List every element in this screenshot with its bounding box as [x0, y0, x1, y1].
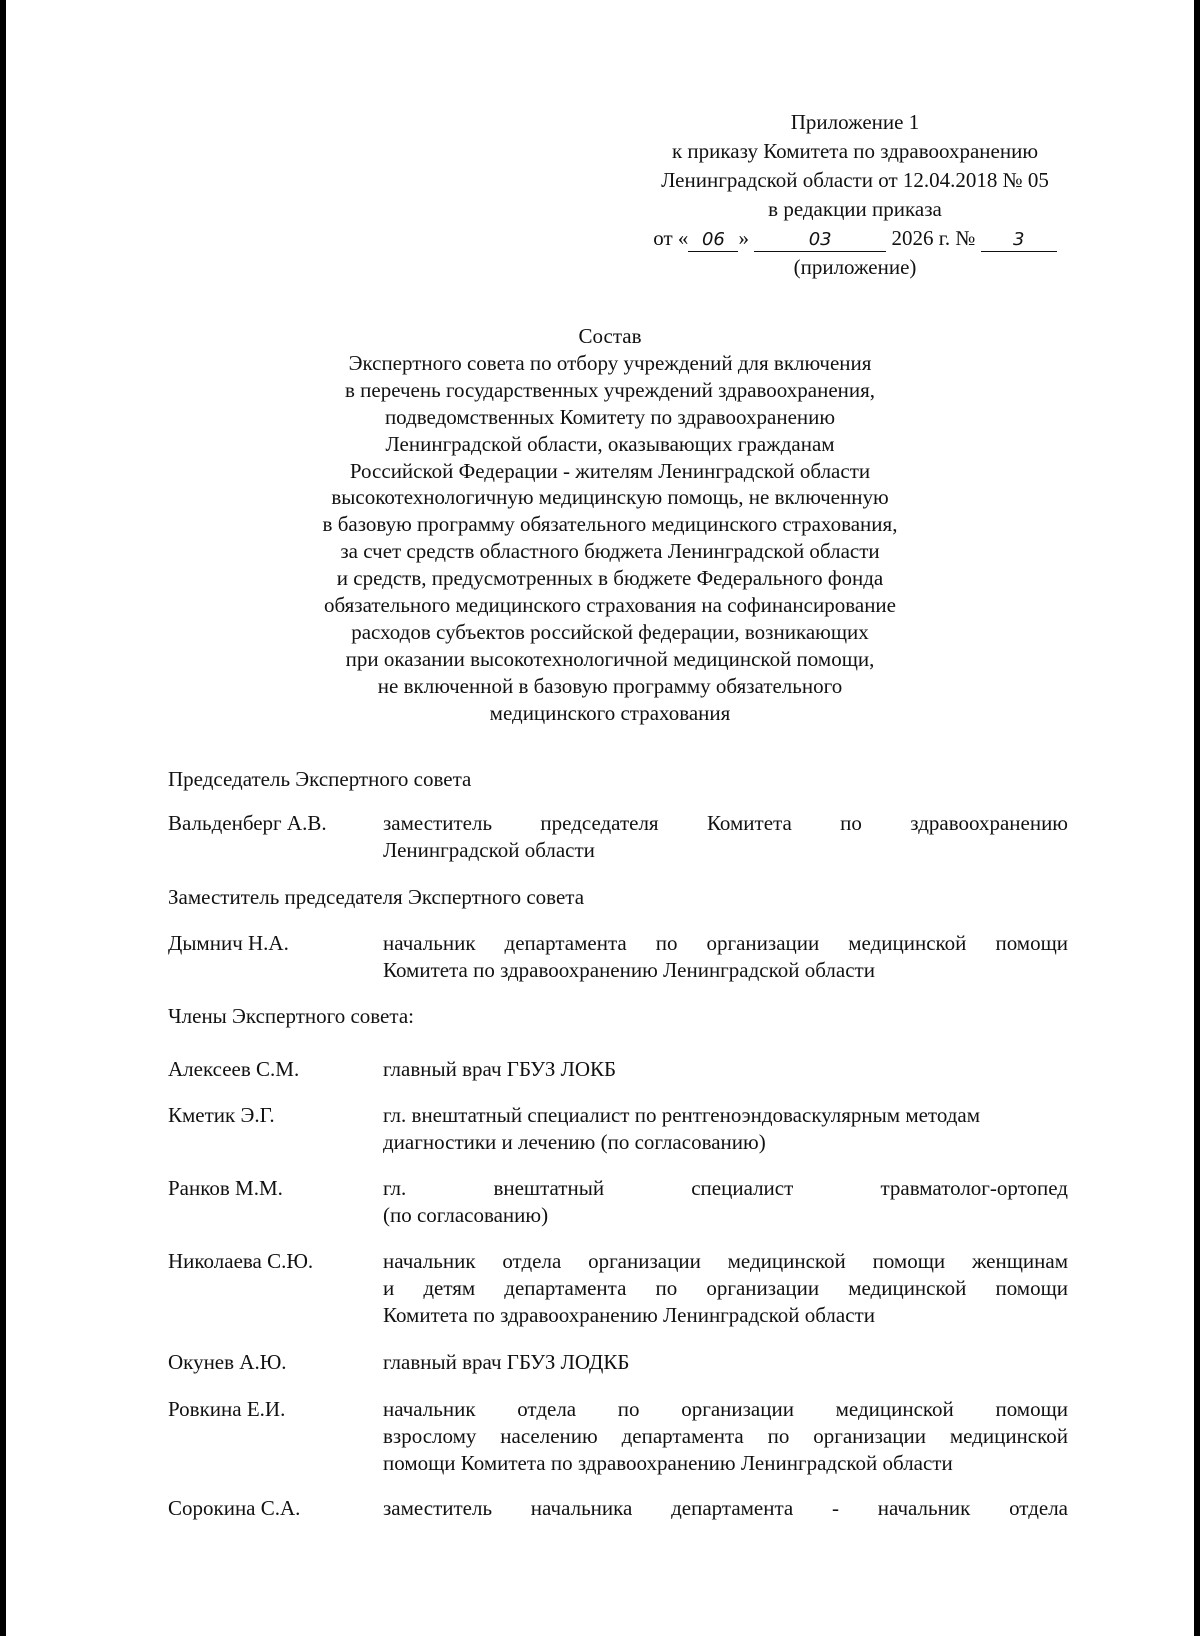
- title-line: высокотехнологичную медицинскую помощь, не включенную: [331, 485, 889, 510]
- appendix-edition: в редакции приказа: [768, 197, 942, 221]
- deputy-heading: Заместитель председателя Экспертного совета: [168, 885, 585, 909]
- appendix-number: Приложение 1: [790, 110, 920, 134]
- handwritten-day: 06: [688, 229, 738, 252]
- description-line: главный врач ГБУЗ ЛОДКБ: [383, 1350, 630, 1374]
- description-line: начальник департамента по организации медицинской помощи: [383, 931, 1068, 955]
- title-line: за счет средств областного бюджета Ленинградской области: [340, 539, 880, 564]
- description-line: Ленинградской области: [383, 838, 595, 862]
- description-line: заместитель начальника департамента - начальник отдела: [383, 1496, 1068, 1520]
- title-line: в базовую программу обязательного медицинского страхования,: [322, 512, 898, 537]
- description-line: гл. внештатный специалист по рентгеноэндоваскулярным методам: [383, 1103, 981, 1127]
- title-line: Ленинградской области, оказывающих гражданам: [385, 431, 835, 456]
- member-name: Ровкина Е.И.: [168, 1397, 286, 1421]
- title-line: обязательного медицинского страхования на софинансирование: [323, 593, 896, 618]
- member-name: Ранков М.М.: [168, 1176, 283, 1200]
- appendix-header: [620, 108, 1090, 282]
- appendix-note: (приложение): [793, 255, 917, 279]
- scan-edge-right: [1194, 0, 1200, 1636]
- appendix-order-ref: к приказу Комитета по здравоохранению: [671, 139, 1039, 163]
- chair-heading: Председатель Экспертного совета: [168, 767, 472, 791]
- member-name: Дымнич Н.А.: [168, 931, 289, 955]
- appendix-order-date: Ленинградской области от 12.04.2018 № 05: [661, 168, 1049, 192]
- member-description: [383, 1248, 1068, 1329]
- title-line: Экспертного совета по отбору учреждений для включения: [348, 350, 872, 375]
- member-name: Кметик Э.Г.: [168, 1103, 275, 1127]
- handwritten-month: 03: [754, 229, 886, 252]
- description-line: начальник отдела организации медицинской помощи женщинам: [383, 1249, 1068, 1273]
- description-line: заместитель председателя Комитета по здравоохранению: [383, 811, 1068, 835]
- description-line: Комитета по здравоохранению Ленинградской области: [383, 1303, 875, 1327]
- member-name: Окунев А.Ю.: [168, 1350, 287, 1374]
- member-description: [383, 1102, 1068, 1156]
- description-line: (по согласованию): [383, 1203, 549, 1227]
- description-line: Комитета по здравоохранению Ленинградской области: [383, 958, 875, 982]
- member-description: [383, 1056, 1068, 1083]
- member-name: Сорокина С.А.: [168, 1496, 301, 1520]
- date-prefix: от «: [653, 226, 689, 250]
- description-line: помощи Комитета по здравоохранению Ленинградской области: [383, 1451, 953, 1475]
- title-line: медицинского страхования: [489, 700, 731, 725]
- member-description: [383, 1396, 1068, 1477]
- member-name: Алексеев С.М.: [168, 1057, 300, 1081]
- description-line: и детям департамента по организации медицинской помощи: [383, 1276, 1068, 1300]
- member-description: [383, 930, 1068, 984]
- member-description: [383, 1175, 1068, 1229]
- member-name: Николаева С.Ю.: [168, 1249, 314, 1273]
- title-line: расходов субъектов российской федерации, возникающих: [351, 619, 869, 644]
- title-line: при оказании высокотехнологичной медицинской помощи,: [345, 646, 875, 671]
- title-line: в перечень государственных учреждений здравоохранения,: [344, 377, 876, 402]
- title-line: подведомственных Комитету по здравоохранению: [384, 404, 836, 429]
- document-title: [250, 323, 970, 727]
- description-line: главный врач ГБУЗ ЛОКБ: [383, 1057, 617, 1081]
- scan-edge-left: [0, 0, 6, 1636]
- appendix-date-line: [620, 224, 1090, 253]
- member-description: [383, 1495, 1068, 1522]
- title-line: Состав: [578, 324, 642, 348]
- member-description: [383, 810, 1068, 864]
- title-line: Российской Федерации - жителям Ленинградской области: [349, 458, 871, 483]
- description-line: взрослому населению департамента по организации медицинской: [383, 1424, 1068, 1448]
- title-line: и средств, предусмотренных в бюджете Федерального фонда: [336, 566, 884, 591]
- date-mid: »: [738, 226, 749, 250]
- member-description: [383, 1349, 1068, 1376]
- handwritten-order-number: 3: [981, 229, 1057, 252]
- title-line: не включенной в базовую программу обязательного: [377, 673, 843, 698]
- member-name: Вальденберг А.В.: [168, 811, 327, 835]
- description-line: начальник отдела по организации медицинской помощи: [383, 1397, 1068, 1421]
- description-line: диагностики и лечению (по согласованию): [383, 1130, 766, 1154]
- description-line: гл. внештатный специалист травматолог-ортопед: [383, 1176, 1068, 1200]
- date-year: 2026 г. №: [891, 226, 976, 250]
- members-heading: Члены Экспертного совета:: [168, 1004, 414, 1028]
